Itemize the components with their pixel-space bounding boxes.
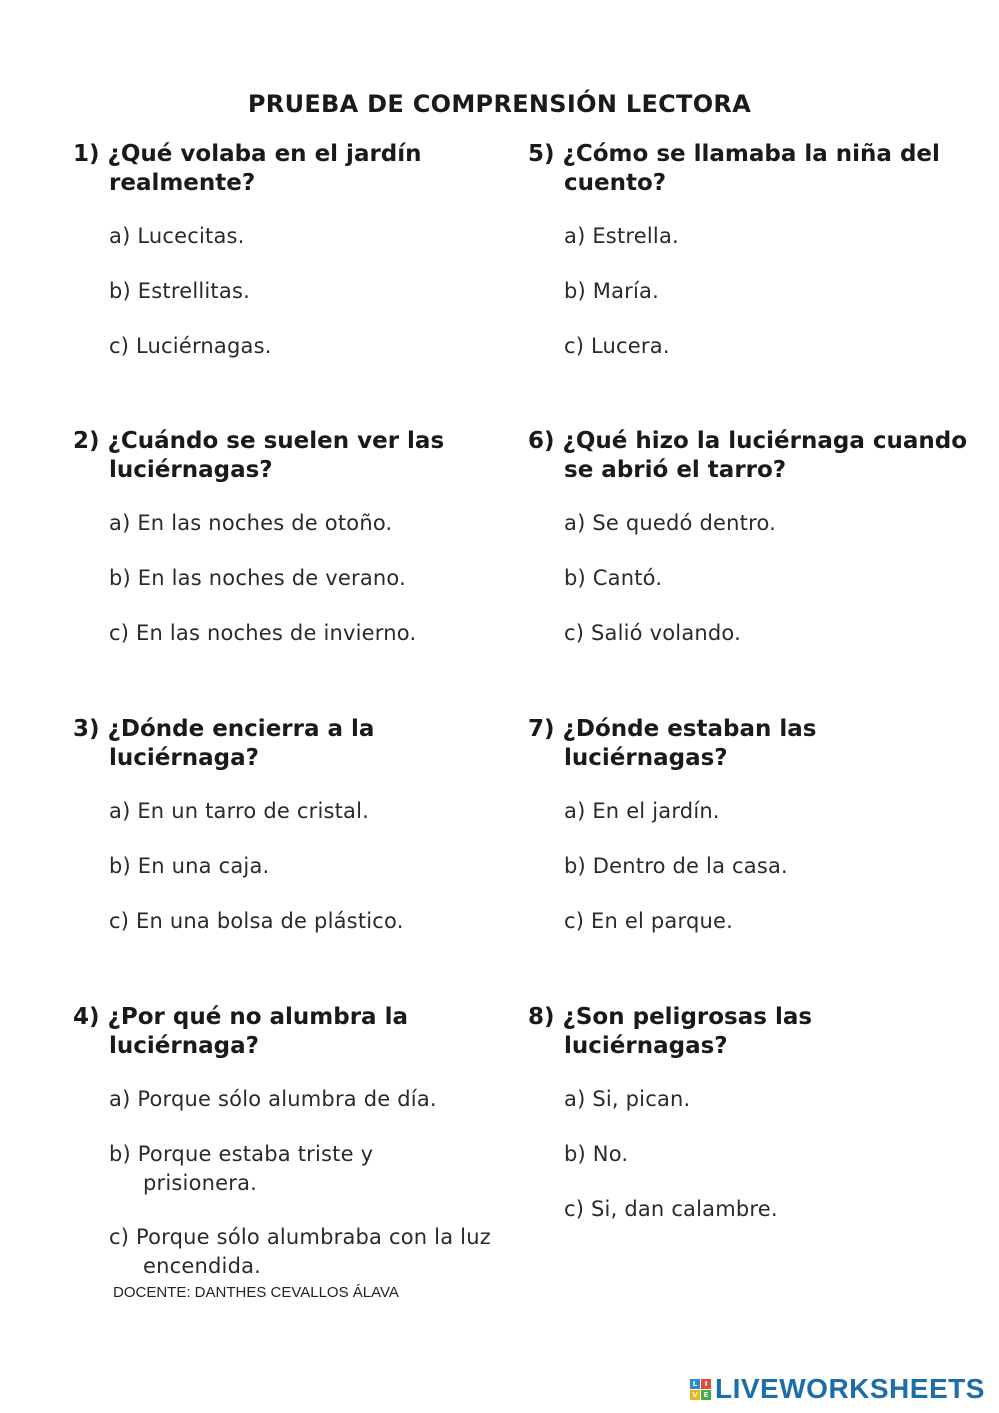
question-1 bbox=[73, 140, 513, 370]
option-b[interactable]: b) Cantó. bbox=[564, 566, 663, 590]
option-b[interactable]: b) Porque estaba triste y prisionera. bbox=[109, 1142, 374, 1195]
option-b[interactable]: b) No. bbox=[564, 1142, 629, 1166]
option-b[interactable]: b) En una caja. bbox=[109, 854, 270, 878]
question-text: 6) ¿Qué hizo la luciérnaga cuando se abrió el tarro? bbox=[528, 428, 968, 483]
option-a[interactable]: a) En un tarro de cristal. bbox=[109, 799, 370, 823]
option-b[interactable]: b) Estrellitas. bbox=[109, 279, 250, 303]
option-a[interactable]: a) Estrella. bbox=[564, 224, 679, 248]
option-c[interactable]: c) En el parque. bbox=[564, 909, 733, 933]
liveworksheets-brand[interactable] bbox=[690, 1373, 985, 1405]
option-c[interactable]: c) En una bolsa de plástico. bbox=[109, 909, 404, 933]
question-text: 7) ¿Dónde estaban las luciérnagas? bbox=[528, 716, 817, 771]
option-a[interactable]: a) Porque sólo alumbra de día. bbox=[109, 1087, 437, 1111]
option-a[interactable]: a) Si, pican. bbox=[564, 1087, 691, 1111]
brand-name: LIVEWORKSHEETS bbox=[715, 1373, 985, 1404]
question-7 bbox=[528, 715, 968, 945]
question-text: 3) ¿Dónde encierra a la luciérnaga? bbox=[73, 716, 375, 771]
option-c[interactable]: c) Lucera. bbox=[564, 334, 670, 358]
option-c[interactable]: c) Salió volando. bbox=[564, 621, 741, 645]
option-b[interactable]: b) María. bbox=[564, 279, 659, 303]
question-3 bbox=[73, 715, 513, 945]
option-b[interactable]: b) Dentro de la casa. bbox=[564, 854, 788, 878]
question-text: 5) ¿Cómo se llamaba la niña del cuento? bbox=[528, 141, 940, 196]
question-8 bbox=[528, 1003, 968, 1233]
option-a[interactable]: a) En las noches de otoño. bbox=[109, 511, 393, 535]
liveworksheets-logo-icon: L I V E bbox=[690, 1379, 711, 1400]
question-6 bbox=[528, 427, 968, 657]
option-a[interactable]: a) Lucecitas. bbox=[109, 224, 245, 248]
page-title: PRUEBA DE COMPRENSIÓN LECTORA bbox=[247, 90, 752, 118]
option-c[interactable]: c) Luciérnagas. bbox=[109, 334, 272, 358]
teacher-credit: DOCENTE: DANTHES CEVALLOS ÁLAVA bbox=[113, 1284, 399, 1301]
question-text: 1) ¿Qué volaba en el jardín realmente? bbox=[73, 141, 422, 196]
question-5 bbox=[528, 140, 968, 370]
question-text: 2) ¿Cuándo se suelen ver las luciérnagas? bbox=[73, 428, 445, 483]
option-c[interactable]: c) Porque sólo alumbraba con la luz encendida. bbox=[109, 1225, 491, 1278]
question-text: 4) ¿Por qué no alumbra la luciérnaga? bbox=[73, 1004, 408, 1059]
question-2 bbox=[73, 427, 513, 657]
option-a[interactable]: a) En el jardín. bbox=[564, 799, 720, 823]
option-c[interactable]: c) En las noches de invierno. bbox=[109, 621, 417, 645]
option-c[interactable]: c) Si, dan calambre. bbox=[564, 1197, 778, 1221]
question-text: 8) ¿Son peligrosas las luciérnagas? bbox=[528, 1004, 813, 1059]
question-4 bbox=[73, 1003, 513, 1283]
option-b[interactable]: b) En las noches de verano. bbox=[109, 566, 406, 590]
option-a[interactable]: a) Se quedó dentro. bbox=[564, 511, 776, 535]
